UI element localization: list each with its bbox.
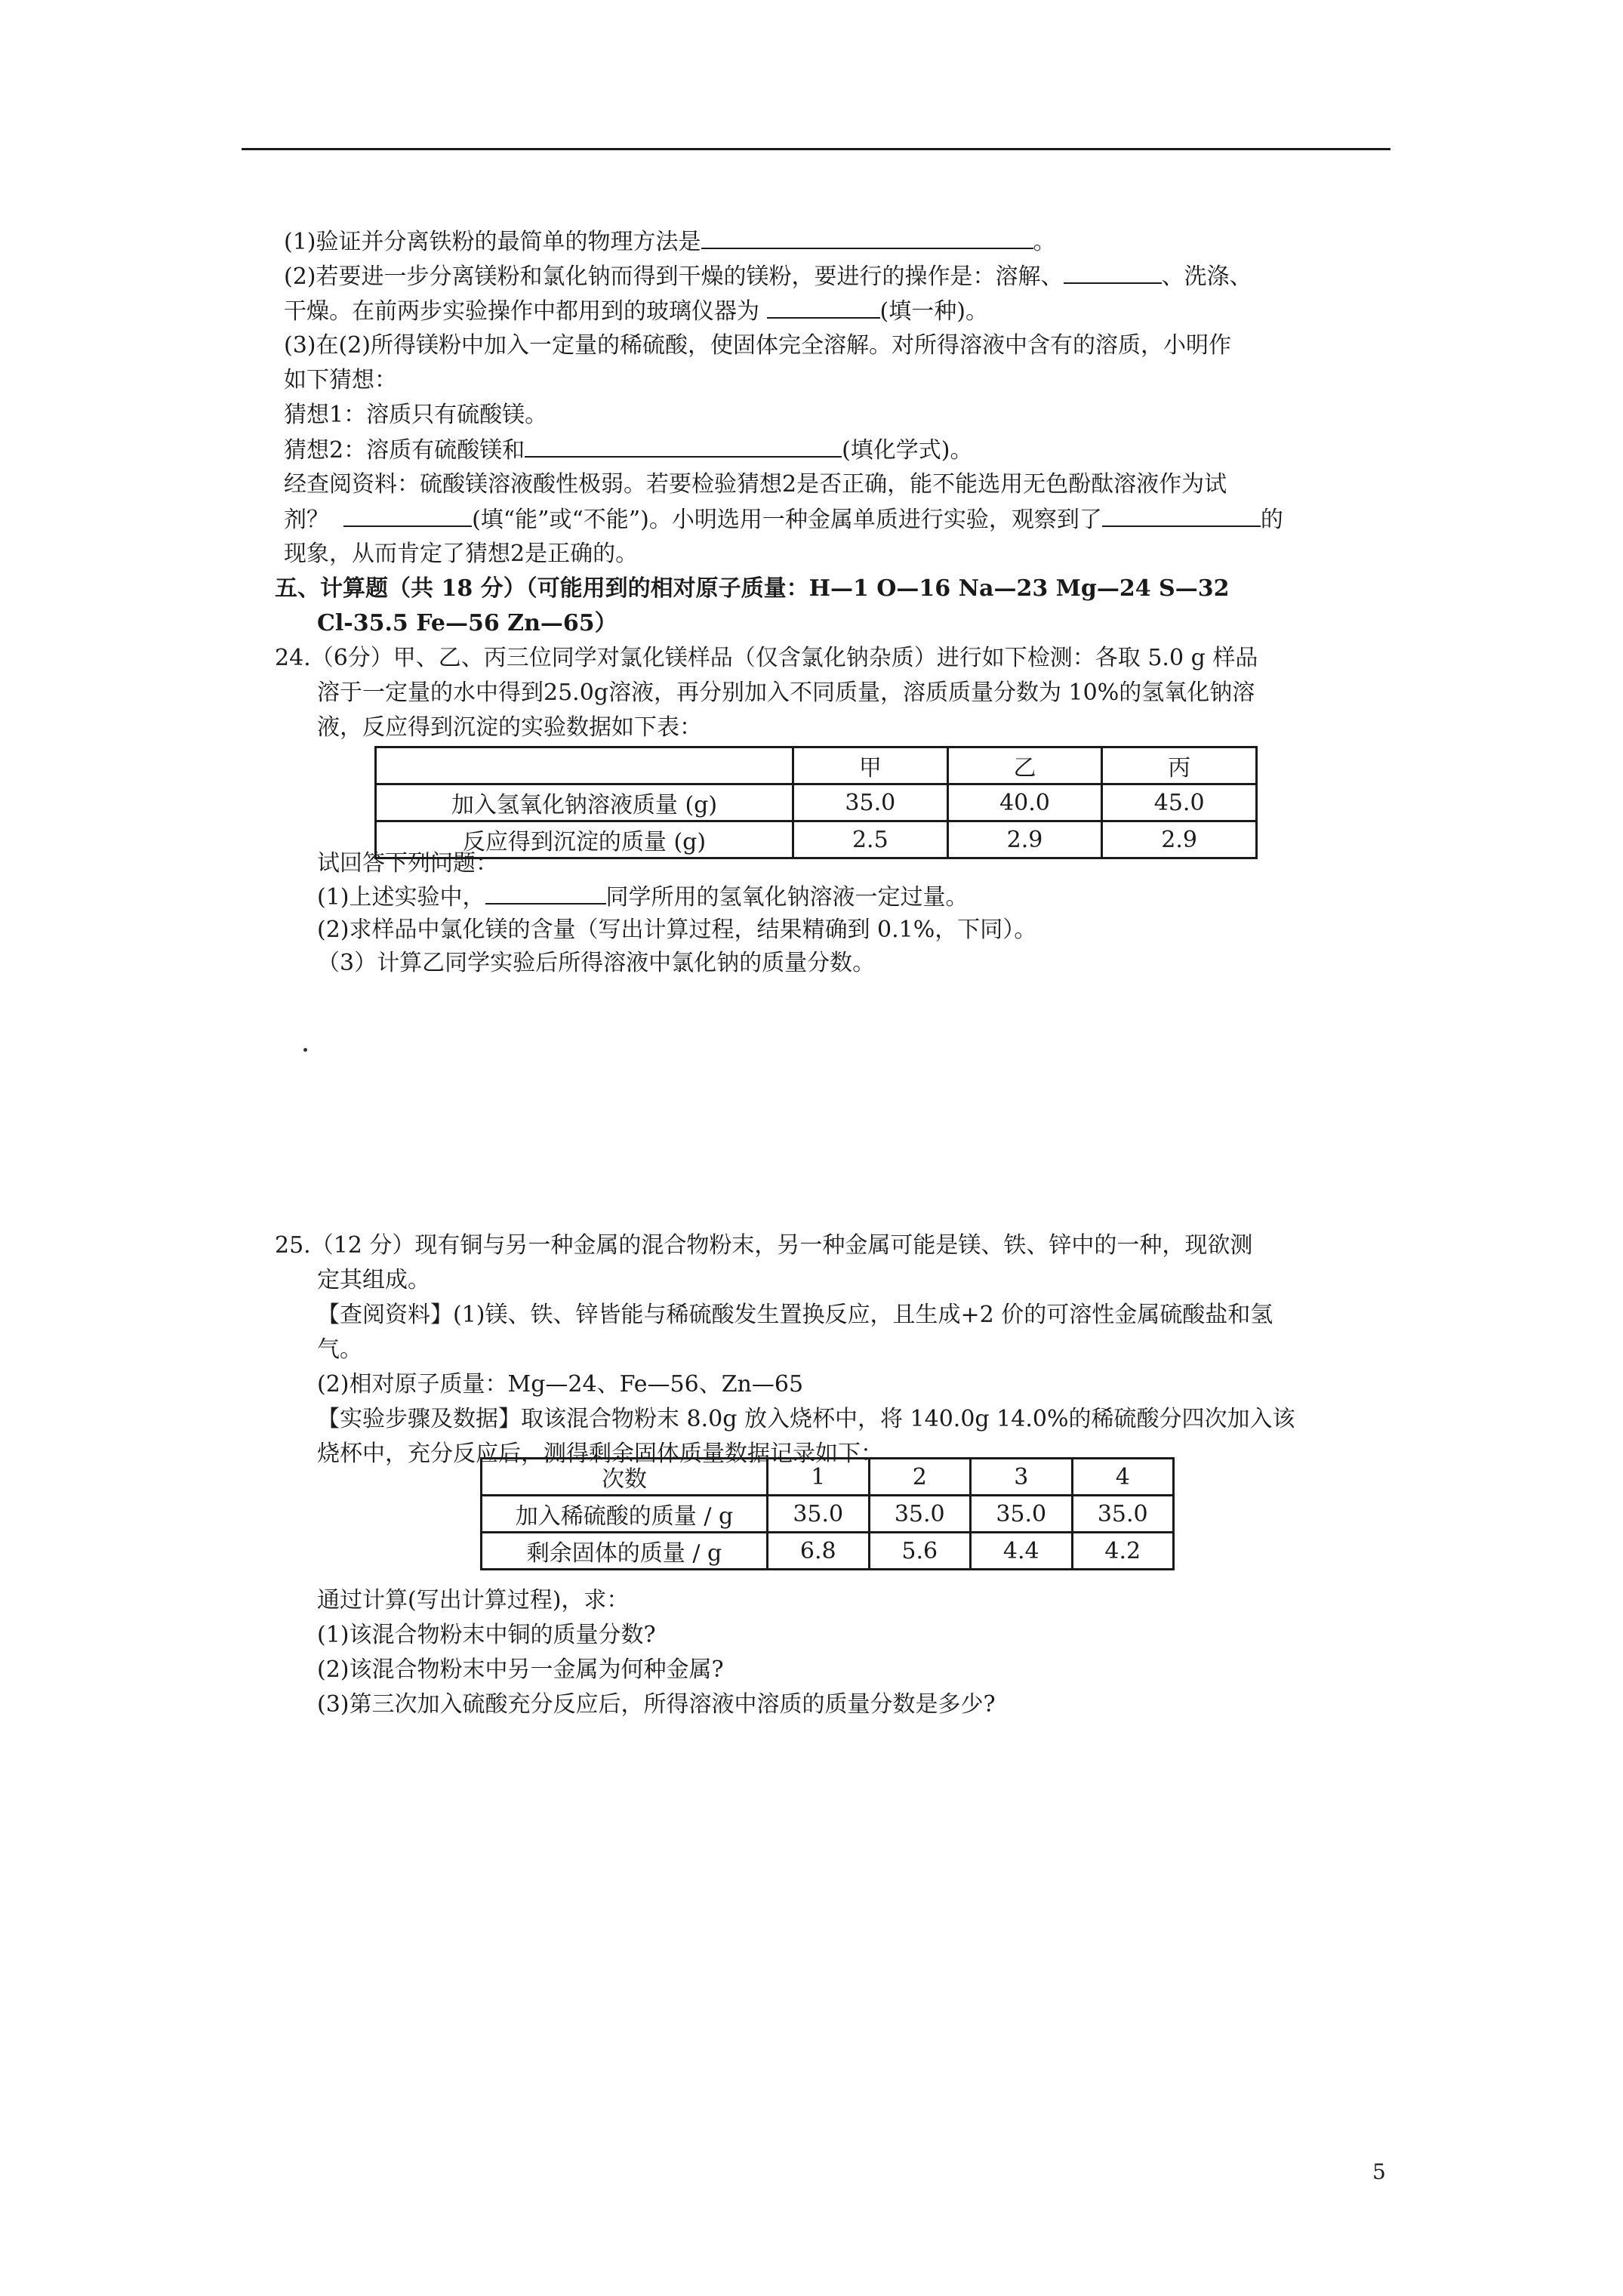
q25-stem-cont: 定其组成。 (317, 1267, 430, 1293)
table-cell: 4.2 (1072, 1533, 1174, 1570)
table-cell: 45.0 (1102, 784, 1257, 821)
table-cell: 丙 (1102, 747, 1257, 784)
table-cell: 次数 (482, 1459, 768, 1496)
table-cell: 4 (1072, 1459, 1174, 1496)
q23-part2-text: (2)若要进一步分离镁粉和氯化钠而得到干燥的镁粉，要进行的操作是：溶解、 (284, 264, 1064, 290)
q25-reference-cont: 气。 (317, 1336, 362, 1363)
q25-stem: 25.（12 分）现有铜与另一种金属的混合物粉末，另一种金属可能是镁、铁、锌中的一种，现欲测 (275, 1232, 1253, 1259)
table-cell: 2 (869, 1459, 971, 1496)
q24-part1-end: 同学所用的氢氧化钠溶液一定过量。 (605, 884, 969, 911)
table-cell: 35.0 (793, 784, 948, 821)
q25-procedure: 【实验步骤及数据】取该混合物粉末 8.0g 放入烧杯中，将 140.0g 14.0%的稀硫酸分四次加入该 (317, 1406, 1295, 1432)
q25-reference: 【查阅资料】(1)镁、铁、锌皆能与稀硫酸发生置换反应，且生成+2 价的可溶性金属硫酸盐和氢 (317, 1302, 1273, 1328)
q25-atomic-masses: (2)相对原子质量：Mg—24、Fe—56、Zn—65 (317, 1371, 804, 1398)
q23-reagent-text: 剂？ (284, 507, 329, 533)
table-cell: 35.0 (768, 1496, 870, 1533)
table-cell: 35.0 (869, 1496, 971, 1533)
q23-part2-cont (284, 296, 988, 327)
q24-part1 (317, 882, 969, 913)
table-cell: 5.6 (869, 1533, 971, 1570)
table-cell (376, 747, 793, 784)
answer-blank[interactable] (525, 435, 842, 458)
q24-stem-cont2: 液，反应得到沉淀的实验数据如下表： (317, 714, 702, 741)
answer-blank[interactable] (701, 227, 1033, 249)
page-number: 5 (1372, 2159, 1386, 2184)
table-cell: 4.4 (971, 1533, 1073, 1570)
table-cell: 1 (768, 1459, 870, 1496)
q24-stem-cont: 溶于一定量的水中得到25.0g溶液，再分别加入不同质量，溶质质量分数为 10%的氢氧化钠溶 (317, 680, 1255, 706)
table-cell: 剩余固体的质量 / g (482, 1533, 768, 1570)
q23-reagent (284, 504, 1283, 535)
q25-task3: (3)第三次加入硫酸充分反应后，所得溶液中溶质的质量分数是多少? (317, 1691, 996, 1718)
table-header-row (482, 1459, 1174, 1496)
answer-blank[interactable] (485, 882, 606, 905)
q24-data-table (374, 746, 1258, 859)
scan-speck (303, 1048, 307, 1052)
q23-part2-end: 、洗涤、 (1161, 264, 1252, 290)
table-cell: 35.0 (971, 1496, 1073, 1533)
q24-part2: (2)求样品中氯化镁的含量（写出计算过程，结果精确到 0.1%，下同）。 (317, 917, 1037, 943)
table-row (376, 784, 1257, 821)
q23-part3: (3)在(2)所得镁粉中加入一定量的稀硫酸，使固体完全溶解。对所得溶液中含有的溶质，小明作 (284, 332, 1231, 359)
table-cell: 加入稀硫酸的质量 / g (482, 1496, 768, 1533)
table-header-row (376, 747, 1257, 784)
q25-task-intro: 通过计算(写出计算过程)，求： (317, 1587, 630, 1613)
q23-guess1: 猜想1：溶质只有硫酸镁。 (284, 402, 548, 428)
table-cell: 6.8 (768, 1533, 870, 1570)
q23-reagent-end: 的 (1260, 507, 1283, 533)
q23-reagent-mid: (填“能”或“不能”)。小明选用一种金属单质进行实验，观察到了 (472, 507, 1102, 533)
q23-part1-end: 。 (1033, 229, 1056, 255)
q24-part1-text: (1)上述实验中， (317, 884, 485, 911)
answer-blank[interactable] (1064, 261, 1162, 284)
q23-part1 (284, 227, 1056, 257)
q24-questions-intro: 试回答下列问题： (317, 850, 498, 877)
table-cell: 35.0 (1072, 1496, 1174, 1533)
q24-part3: （3）计算乙同学实验后所得溶液中氯化钠的质量分数。 (317, 950, 876, 976)
q23-guess2 (284, 435, 973, 466)
q25-task2: (2)该混合物粉末中另一金属为何种金属? (317, 1657, 724, 1683)
q25-data-table (480, 1457, 1175, 1570)
table-cell: 40.0 (947, 784, 1102, 821)
table-row (482, 1496, 1174, 1533)
q23-part3-cont: 如下猜想： (284, 367, 397, 393)
answer-blank[interactable] (1102, 504, 1261, 527)
q25-task1: (1)该混合物粉末中铜的质量分数? (317, 1622, 656, 1648)
table-cell: 3 (971, 1459, 1073, 1496)
q23-part1-text: (1)验证并分离铁粉的最简单的物理方法是 (284, 229, 701, 255)
table-cell: 2.9 (1102, 821, 1257, 858)
table-cell: 2.9 (947, 821, 1102, 858)
q23-part2-cont-end: (填一种)。 (879, 298, 988, 325)
q23-part2-cont-text: 干燥。在前两步实验操作中都用到的玻璃仪器为 (284, 298, 759, 325)
table-row (482, 1533, 1174, 1570)
table-cell: 甲 (793, 747, 948, 784)
q23-reference: 经查阅资料：硫酸镁溶液酸性极弱。若要检验猜想2是否正确，能不能选用无色酚酞溶液作为试 (284, 471, 1227, 498)
header-rule (242, 148, 1390, 150)
section-heading: 五、计算题（共 18 分）（可能用到的相对原子质量：H—1 O—16 Na—23 Mg—24 S—32 (275, 575, 1230, 602)
answer-blank[interactable] (343, 504, 472, 527)
table-cell: 乙 (947, 747, 1102, 784)
q24-stem: 24.（6分）甲、乙、丙三位同学对氯化镁样品（仅含氯化钠杂质）进行如下检测：各取 5.0 g 样品 (275, 645, 1258, 671)
table-row (376, 821, 1257, 858)
section-heading-cont: Cl-35.5 Fe—56 Zn—65） (317, 610, 617, 636)
q23-conclusion: 现象，从而肯定了猜想2是正确的。 (284, 541, 639, 567)
q23-guess2-end: (填化学式)。 (842, 437, 973, 464)
q25-procedure-cont: 烧杯中，充分反应后，测得剩余固体质量数据记录如下： (317, 1441, 883, 1467)
answer-blank[interactable] (767, 296, 880, 319)
table-cell: 加入氢氧化钠溶液质量 (g) (376, 784, 793, 821)
table-cell: 反应得到沉淀的质量 (g) (376, 821, 793, 858)
q23-guess2-text: 猜想2：溶质有硫酸镁和 (284, 437, 525, 464)
table-cell: 2.5 (793, 821, 948, 858)
q23-part2 (284, 261, 1252, 292)
